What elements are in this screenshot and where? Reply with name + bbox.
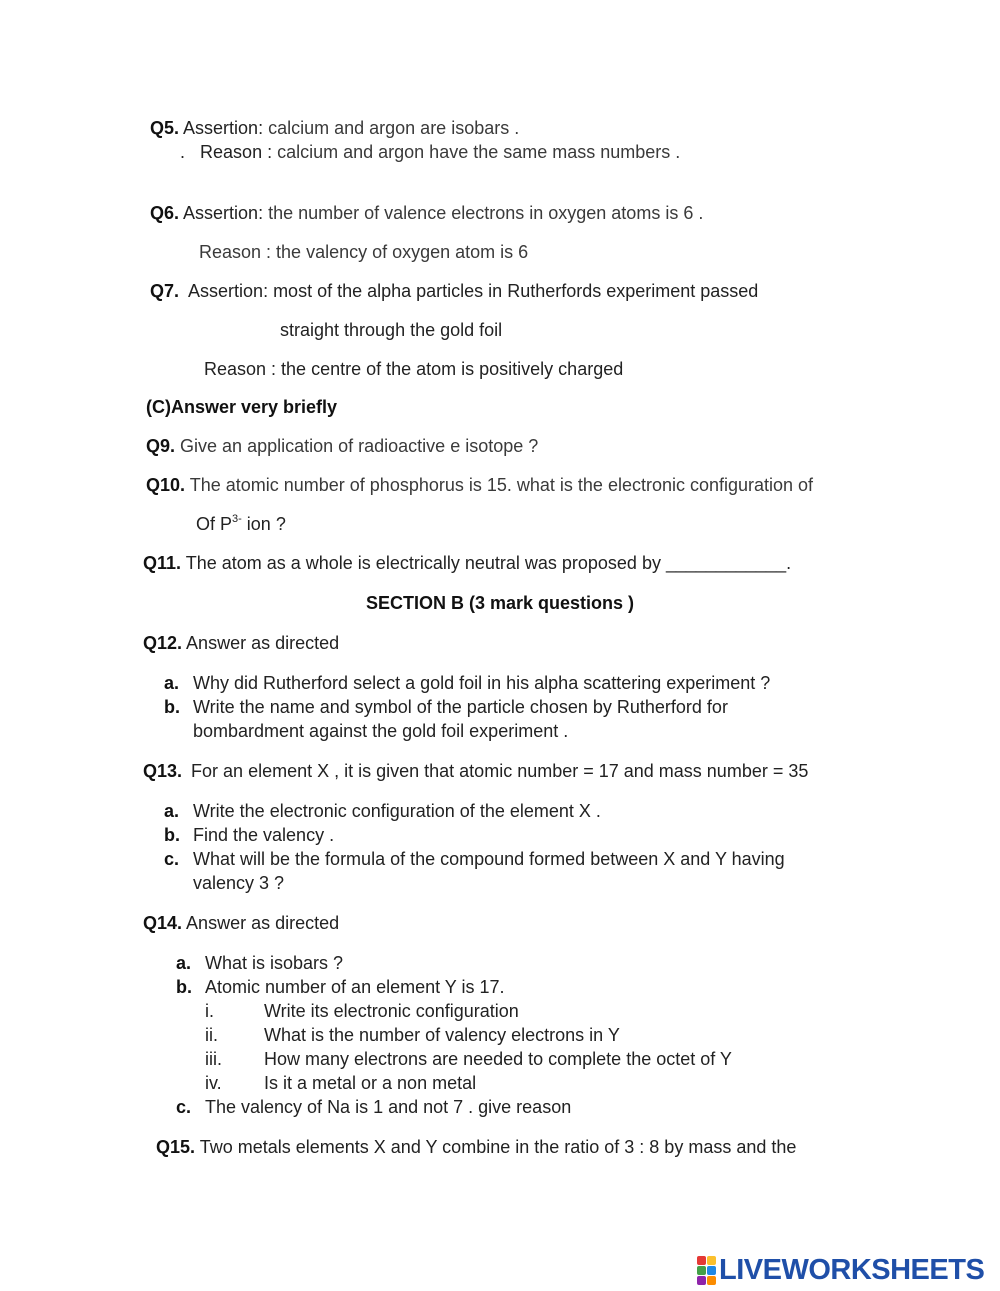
q14-item-a: a. What is isobars ? xyxy=(176,953,344,973)
q7-number: Q7. xyxy=(150,281,180,301)
q5-reason: . Reason : calcium and argon have the same mass numbers . xyxy=(180,142,681,162)
q7-assertion: Q7. Assertion: most of the alpha particles in Rutherfords experiment passed xyxy=(150,281,759,301)
logo-block xyxy=(707,1266,716,1275)
q10-number: Q10. xyxy=(146,475,186,495)
q14-subitem-i: i. Write its electronic configuration xyxy=(205,1001,519,1021)
liveworksheets-logo[interactable] xyxy=(697,1253,984,1287)
logo-block xyxy=(697,1256,706,1265)
q14-item-b: b. Atomic number of an element Y is 17. xyxy=(176,977,505,997)
liveworksheets-logo-text: LIVEWORKSHEETS xyxy=(719,1253,985,1286)
q12-number: Q12. xyxy=(143,633,183,653)
q11-number: Q11. xyxy=(143,553,182,573)
q14-subitem-iii: iii. How many electrons are needed to complete the octet of Y xyxy=(205,1049,732,1069)
q14: Q14. Answer as directed xyxy=(143,913,340,933)
logo-block xyxy=(697,1266,706,1275)
q12-item-b-cont: bombardment against the gold foil experiment . xyxy=(193,721,569,741)
q9-number: Q9. xyxy=(146,436,176,456)
q13-item-a: a. Write the electronic configuration of the element X . xyxy=(164,801,601,821)
q6-reason: Reason : the valency of oxygen atom is 6 xyxy=(199,242,529,262)
section-c-heading: (C)Answer very briefly xyxy=(146,397,338,417)
q12-item-a: a. Why did Rutherford select a gold foil in his alpha scattering experiment ? xyxy=(164,673,771,693)
q13: Q13. For an element X , it is given that atomic number = 17 and mass number = 35 xyxy=(143,761,809,781)
logo-block xyxy=(707,1276,716,1285)
q11: Q11. The atom as a whole is electrically neutral was proposed by ____________. xyxy=(143,553,792,573)
q12: Q12. Answer as directed xyxy=(143,633,340,653)
q7-reason: Reason : the centre of the atom is positively charged xyxy=(204,359,624,379)
q6-assertion: Q6. Assertion: the number of valence electrons in oxygen atoms is 6 . xyxy=(150,203,704,223)
q9: Q9. Give an application of radioactive e isotope ? xyxy=(146,436,539,456)
q14-subitem-ii: ii. What is the number of valency electrons in Y xyxy=(205,1025,620,1045)
q5-number: Q5. xyxy=(150,118,180,138)
q13-item-c: c. What will be the formula of the compound formed between X and Y having xyxy=(164,849,785,869)
q13-number: Q13. xyxy=(143,761,183,781)
q15: Q15. Two metals elements X and Y combine in the ratio of 3 : 8 by mass and the xyxy=(156,1137,797,1157)
logo-block xyxy=(697,1276,706,1285)
q13-item-b: b. Find the valency . xyxy=(164,825,335,845)
section-b-heading: SECTION B (3 mark questions ) xyxy=(366,593,635,613)
q7-assertion-cont: straight through the gold foil xyxy=(280,320,503,340)
q5-assertion: Q5. Assertion: calcium and argon are isobars . xyxy=(150,118,520,138)
logo-block xyxy=(707,1256,716,1265)
q10-cont: Of $P^{3-}$ ion ? xyxy=(196,513,286,534)
q14-item-c: c. The valency of Na is 1 and not 7 . give reason xyxy=(176,1097,572,1117)
q10: Q10. The atomic number of phosphorus is 15. what is the electronic configuration of xyxy=(146,475,814,495)
q12-item-b: b. Write the name and symbol of the particle chosen by Rutherford for xyxy=(164,697,728,717)
q15-number: Q15. xyxy=(156,1137,196,1157)
liveworksheets-logo-icon xyxy=(697,1256,716,1285)
q14-number: Q14. xyxy=(143,913,183,933)
q14-subitem-iv: iv. Is it a metal or a non metal xyxy=(205,1073,477,1093)
q13-item-c-cont: valency 3 ? xyxy=(193,873,285,893)
q6-number: Q6. xyxy=(150,203,180,223)
